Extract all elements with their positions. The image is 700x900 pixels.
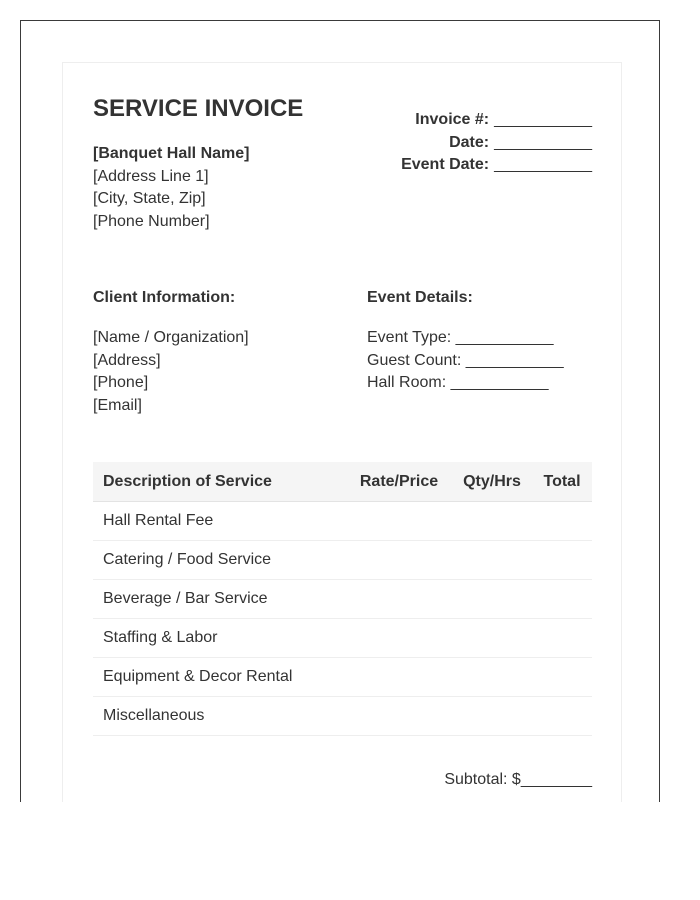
service-rate-cell[interactable] bbox=[346, 580, 452, 619]
service-total-cell[interactable] bbox=[532, 619, 592, 658]
invoice-date-label: Date: bbox=[449, 133, 490, 151]
invoice-date-row bbox=[401, 132, 592, 155]
event-date-row bbox=[401, 154, 592, 177]
service-description: Staffing & Labor bbox=[93, 619, 346, 658]
column-header-description: Description of Service bbox=[93, 462, 346, 502]
invoice-number-label: Invoice #: bbox=[415, 111, 490, 128]
service-qty-cell[interactable] bbox=[452, 697, 532, 736]
client-info-block bbox=[93, 327, 249, 417]
service-qty-cell[interactable] bbox=[452, 580, 532, 619]
service-total-cell[interactable] bbox=[532, 658, 592, 697]
service-description: Miscellaneous bbox=[93, 697, 346, 736]
table-row bbox=[93, 658, 592, 697]
company-address-line: [Address Line 1] bbox=[93, 167, 209, 185]
hall-room-field[interactable]: Hall Room: ___________ bbox=[367, 374, 549, 391]
service-total-cell[interactable] bbox=[532, 541, 592, 580]
event-details-block bbox=[367, 327, 564, 395]
service-description: Catering / Food Service bbox=[93, 541, 346, 580]
invoice-number-row bbox=[401, 109, 592, 132]
table-row bbox=[93, 502, 592, 541]
service-rate-cell[interactable] bbox=[346, 619, 452, 658]
table-row bbox=[93, 619, 592, 658]
services-table bbox=[93, 462, 592, 736]
event-details-heading: Event Details: bbox=[367, 289, 473, 306]
service-qty-cell[interactable] bbox=[452, 619, 532, 658]
service-qty-cell[interactable] bbox=[452, 541, 532, 580]
event-date-field[interactable]: ___________ bbox=[494, 156, 592, 173]
service-qty-cell[interactable] bbox=[452, 658, 532, 697]
column-header-qty: Qty/Hrs bbox=[452, 462, 532, 502]
service-description: Equipment & Decor Rental bbox=[93, 658, 346, 697]
page-frame bbox=[20, 20, 660, 802]
service-total-cell[interactable] bbox=[532, 580, 592, 619]
subtotal-field[interactable]: Subtotal: $________ bbox=[444, 771, 592, 788]
company-name: [Banquet Hall Name] bbox=[93, 145, 250, 162]
service-rate-cell[interactable] bbox=[346, 658, 452, 697]
client-phone-field[interactable]: [Phone] bbox=[93, 374, 149, 391]
table-row bbox=[93, 541, 592, 580]
event-type-field[interactable]: Event Type: ___________ bbox=[367, 329, 554, 346]
service-qty-cell[interactable] bbox=[452, 502, 532, 541]
client-name-field[interactable]: [Name / Organization] bbox=[93, 329, 249, 346]
service-rate-cell[interactable] bbox=[346, 502, 452, 541]
invoice-meta bbox=[401, 109, 592, 177]
table-header-row bbox=[93, 462, 592, 502]
client-info-heading: Client Information: bbox=[93, 289, 236, 306]
company-block bbox=[93, 143, 249, 233]
client-email-field[interactable]: [Email] bbox=[93, 396, 142, 414]
service-rate-cell[interactable] bbox=[346, 697, 452, 736]
invoice-number-field[interactable]: ___________ bbox=[494, 111, 592, 128]
column-header-rate: Rate/Price bbox=[346, 462, 452, 502]
table-row bbox=[93, 697, 592, 736]
company-city-state-zip: [City, State, Zip] bbox=[93, 190, 206, 207]
guest-count-field[interactable]: Guest Count: ___________ bbox=[367, 351, 564, 369]
invoice-date-field[interactable]: ___________ bbox=[494, 133, 592, 151]
service-rate-cell[interactable] bbox=[346, 541, 452, 580]
service-description: Beverage / Bar Service bbox=[93, 580, 346, 619]
event-date-label: Event Date: bbox=[401, 156, 490, 173]
service-total-cell[interactable] bbox=[532, 502, 592, 541]
column-header-total: Total bbox=[532, 462, 592, 502]
service-total-cell[interactable] bbox=[532, 697, 592, 736]
service-description: Hall Rental Fee bbox=[93, 502, 346, 541]
company-phone: [Phone Number] bbox=[93, 212, 210, 230]
invoice-title: SERVICE INVOICE bbox=[93, 95, 304, 122]
table-row bbox=[93, 580, 592, 619]
invoice-sheet bbox=[62, 62, 622, 802]
client-address-field[interactable]: [Address] bbox=[93, 351, 161, 369]
